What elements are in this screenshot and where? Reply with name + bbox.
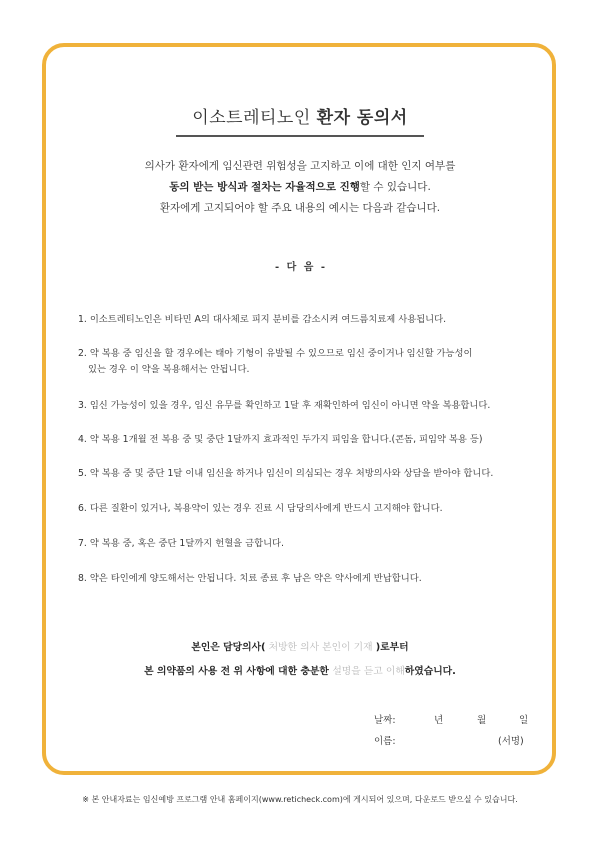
doctor-name-field[interactable]: 처방한 의사 본인이 기재 [265,642,376,653]
consent-l2-b: 하였습니다. [404,666,456,677]
name-label: 이름: [374,736,396,747]
document-title [0,103,600,128]
list-item [78,571,538,587]
item-4-text: 4. 약 복용 1개월 전 복용 중 및 중단 1달까지 효과적인 두가지 피임을 합니다.(콘돔, 피임약 복용 등) [78,434,483,445]
consent-l1-a: 본인은 담당의사( [191,642,266,653]
item-5-text: 5. 약 복용 중 및 중단 1달 이내 임신을 하거나 임신이 의심되는 경우 처방의사와 상담을 받아야 합니다. [78,468,494,479]
year-field[interactable]: 년 [434,715,444,726]
month-field[interactable]: 월 [477,715,487,726]
consent-statement [0,636,600,684]
intro-line-2-bold: 동의 받는 방식과 절차는 자율적으로 진행 [169,181,360,193]
item-2-text-1: 2. 약 복용 중 임신을 할 경우에는 태아 기형이 유발될 수 있으므로 임신 중이거나 임신할 가능성이 [78,348,473,359]
item-7-text: 7. 약 복용 중, 혹은 중단 1달까지 헌혈을 금합니다. [78,538,284,549]
date-label: 날짜: [374,715,396,726]
list-item [78,312,538,328]
title-bold: 환자 동의서 [316,108,408,128]
intro-line-2 [0,177,600,198]
section-heading: - 다 음 - [274,262,326,273]
item-3-text: 3. 임신 가능성이 있을 경우, 임신 유무를 확인하고 1달 후 재확인하여 임신이 아니면 약을 복용합니다. [78,400,491,411]
intro-line-1: 의사가 환자에게 임신관련 위험성을 고지하고 이에 대한 인지 여부를 [144,160,456,172]
consent-l1-b: )로부터 [375,642,409,653]
item-2-text-2: 있는 경우 이 약을 복용해서는 안됩니다. [88,364,250,375]
title-underline [176,135,424,137]
list-item [78,536,538,552]
consent-understood-field[interactable]: 설명을 듣고 이해 [332,666,405,677]
item-8-text: 8. 약은 타인에게 양도해서는 안됩니다. 치료 종료 후 남은 약은 약사에게 반납합니다. [78,573,422,584]
list-item [78,501,538,517]
list-item [78,398,538,414]
item-1-text: 1. 이소트레티노인은 비타민 A의 대사체로 피지 분비를 감소시켜 여드름치료제 사용됩니다. [78,314,447,325]
intro-line-2-rest: 할 수 있습니다. [359,181,431,193]
day-field[interactable]: 일 [519,715,529,726]
item-6-text: 6. 다른 질환이 있거나, 복용약이 있는 경우 진료 시 담당의사에게 반드시 고지해야 합니다. [78,503,443,514]
intro-text [0,156,600,219]
list-item [78,466,538,482]
consent-line-2 [0,660,600,684]
title-light: 이소트레티노인 [192,108,317,128]
signature-field[interactable]: (서명) [498,736,524,747]
consent-line-1 [0,636,600,660]
footnote: ※ 본 안내자료는 임신예방 프로그램 안내 홈페이지(www.reticheck.com)에 게시되어 있으며, 다운로드 받으실 수 있습니다. [82,795,518,804]
intro-line-3: 환자에게 고지되어야 할 주요 내용의 예시는 다음과 같습니다. [159,202,441,214]
list-item [78,346,538,378]
consent-l2-a: 본 의약품의 사용 전 위 사항에 대한 충분한 [144,666,333,677]
list-item [78,432,538,448]
